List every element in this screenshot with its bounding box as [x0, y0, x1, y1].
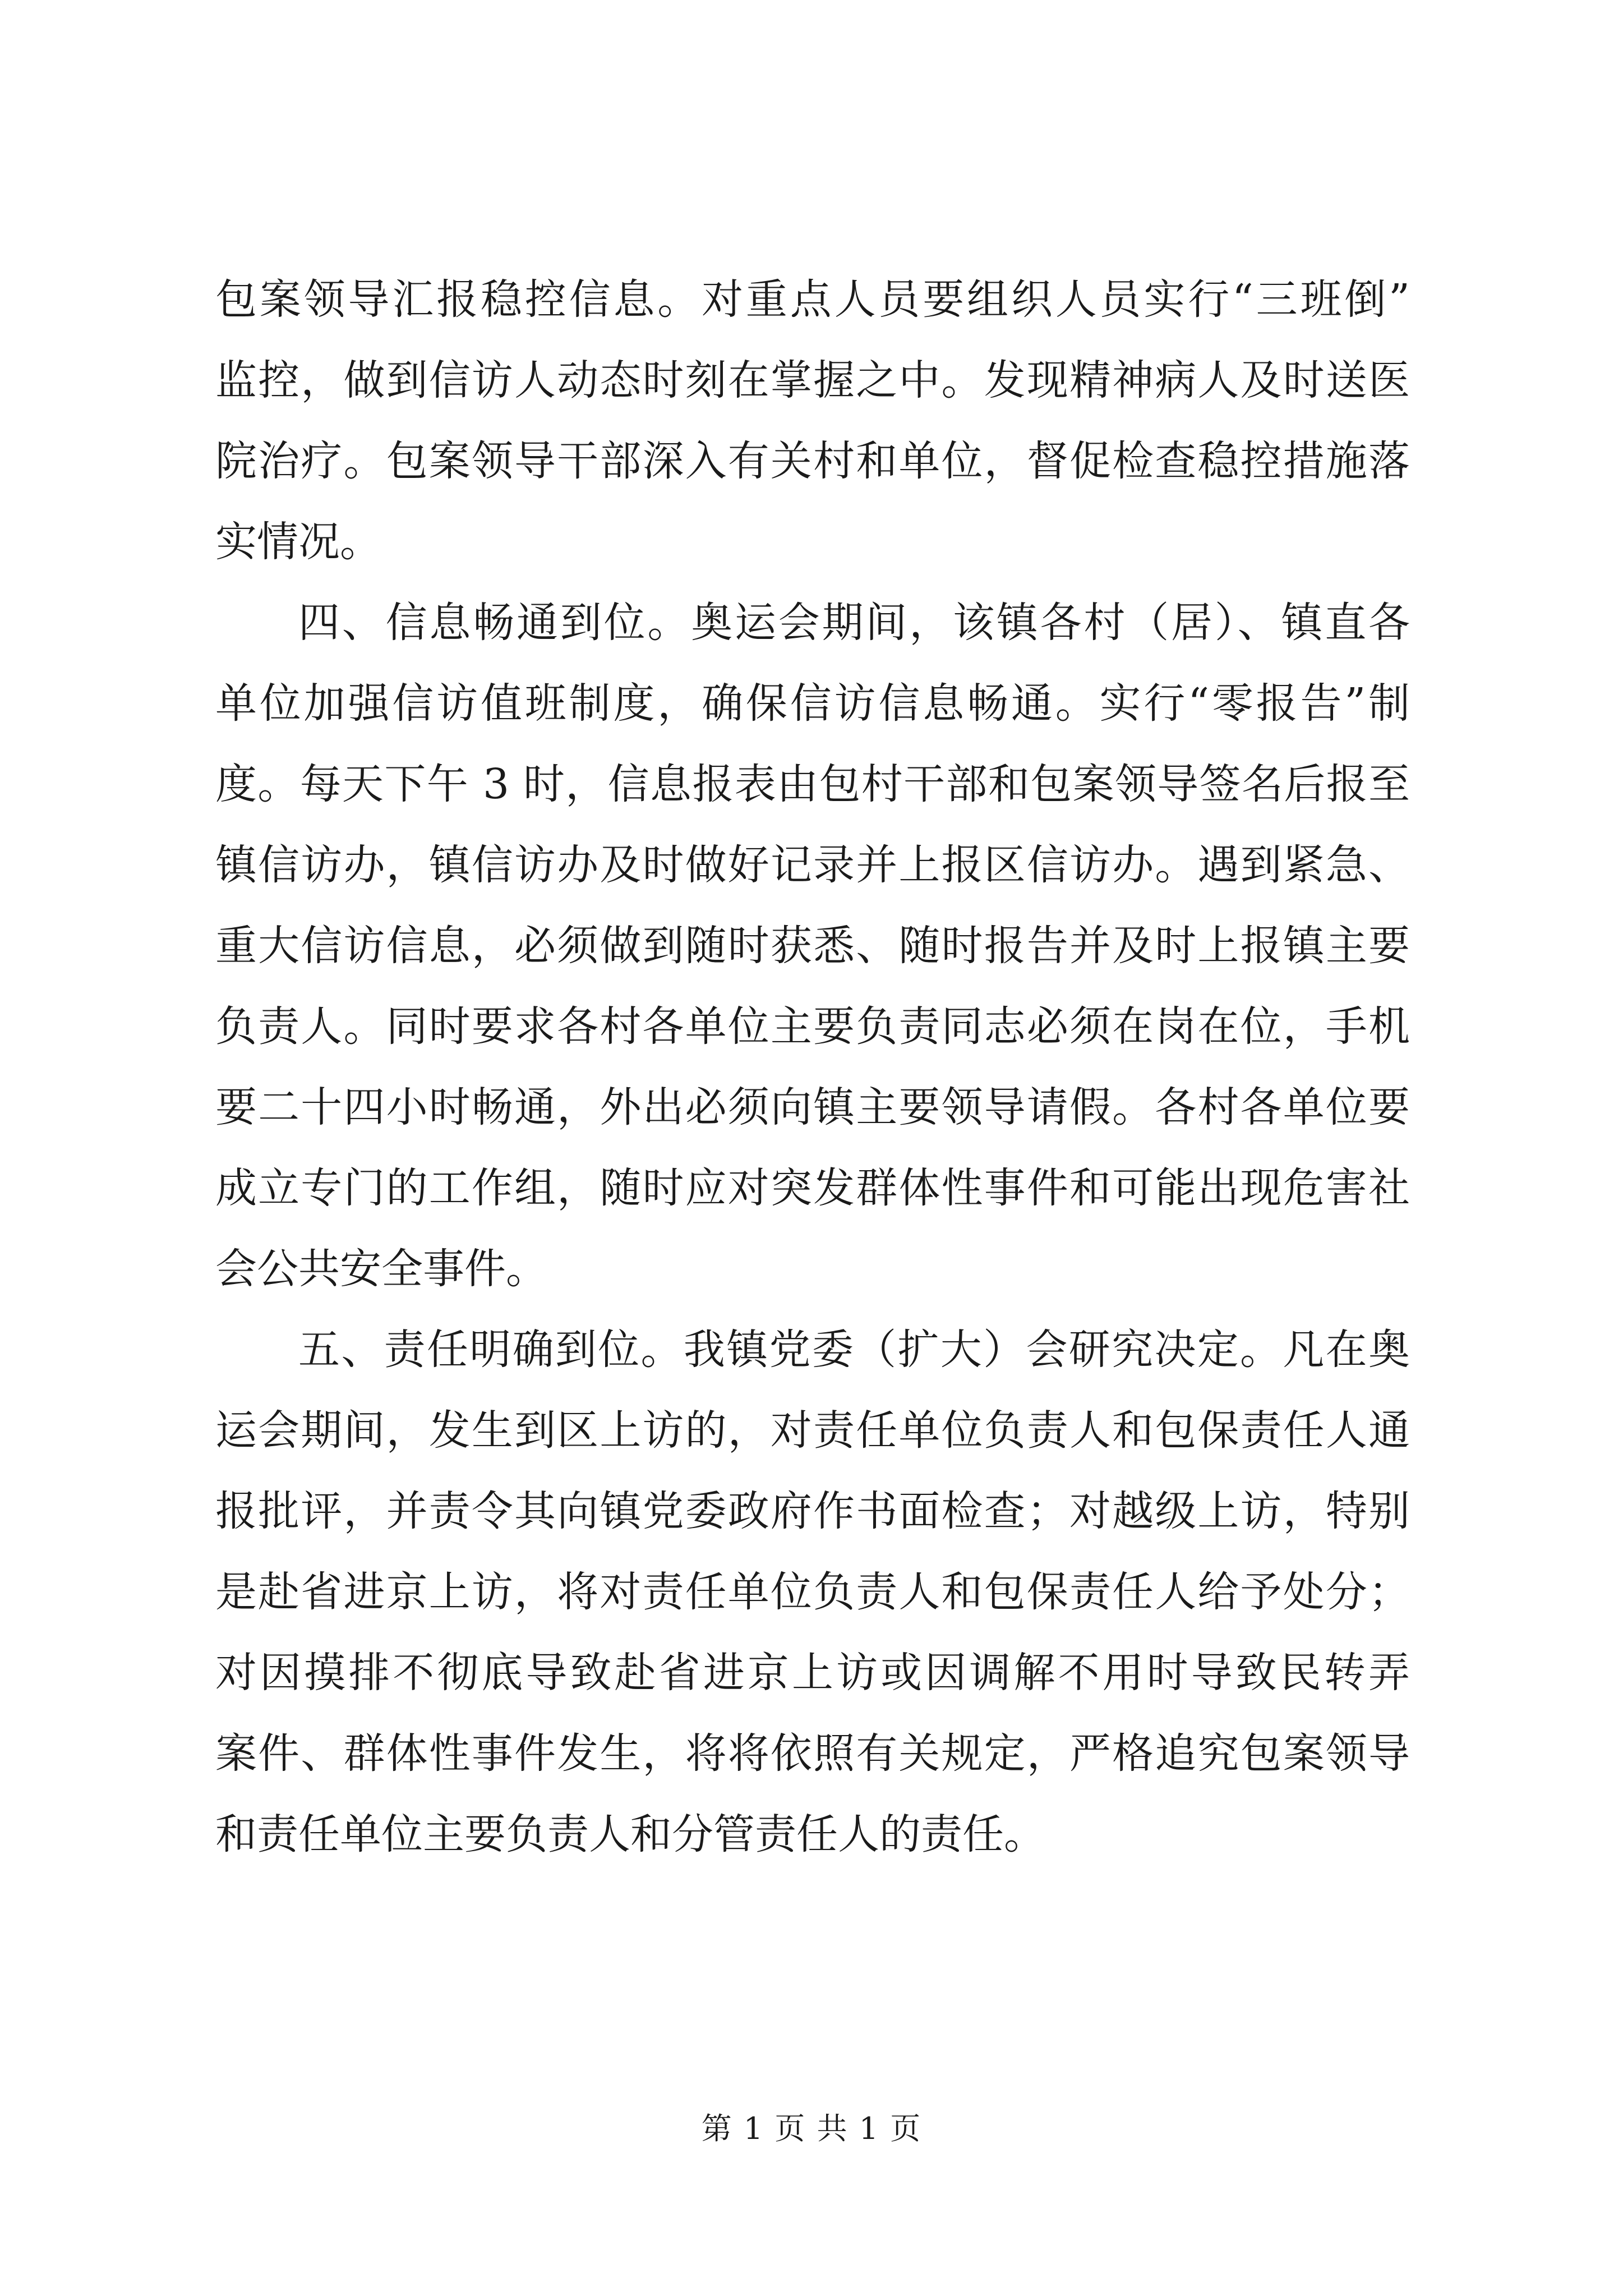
text-line: 运会期间，发生到区上访的，对责任单位负责人和包保责任人通 — [215, 1406, 1410, 1455]
text-line: 和责任单位主要负责人和分管责任人的责任。 — [215, 1810, 1045, 1858]
document-body — [215, 259, 1410, 1875]
text-line: 包案领导汇报稳控信息。对重点人员要组织人员实行“三班倒” — [215, 275, 1410, 324]
text-line: 实情况。 — [215, 518, 381, 566]
text-line: 成立专门的工作组，随时应对突发群体性事件和可能出现危害社 — [215, 1164, 1410, 1212]
text-line: 报批评，并责令其向镇党委政府作书面检查；对越级上访，特别 — [215, 1487, 1410, 1535]
paragraph-1 — [215, 259, 1410, 582]
text-line: 度。每天下午 3 时，信息报表由包村干部和包案领导签名后报至 — [215, 760, 1410, 808]
text-line: 要二十四小时畅通，外出必须向镇主要领导请假。各村各单位要 — [215, 1083, 1410, 1131]
text-line: 负责人。同时要求各村各单位主要负责同志必须在岗在位，手机 — [215, 1002, 1410, 1051]
text-line: 对因摸排不彻底导致赴省进京上访或因调解不用时导致民转弄 — [215, 1649, 1410, 1697]
page-number-footer: 第 1 页 共 1 页 — [701, 2111, 922, 2146]
text-line: 重大信访信息，必须做到随时获悉、随时报告并及时上报镇主要 — [215, 922, 1410, 970]
text-line: 镇信访办，镇信访办及时做好记录并上报区信访办。遇到紧急、 — [215, 841, 1410, 889]
text-line: 院治疗。包案领导干部深入有关村和单位，督促检查稳控措施落 — [215, 437, 1410, 485]
text-line: 单位加强信访值班制度，确保信访信息畅通。实行“零报告”制 — [215, 679, 1410, 728]
text-line: 五、责任明确到位。我镇党委（扩大）会研究决定。凡在奥 — [298, 1326, 1410, 1374]
text-line: 监控，做到信访人动态时刻在掌握之中。发现精神病人及时送医 — [215, 356, 1410, 404]
text-line: 会公共安全事件。 — [215, 1245, 547, 1293]
paragraph-2 — [215, 582, 1410, 1309]
paragraph-3 — [215, 1309, 1410, 1875]
text-line: 案件、群体性事件发生，将将依照有关规定，严格追究包案领导 — [215, 1729, 1410, 1778]
text-line: 四、信息畅通到位。奥运会期间，该镇各村（居）、镇直各 — [298, 599, 1410, 647]
text-line: 是赴省进京上访，将对责任单位负责人和包保责任人给予处分； — [215, 1568, 1410, 1616]
